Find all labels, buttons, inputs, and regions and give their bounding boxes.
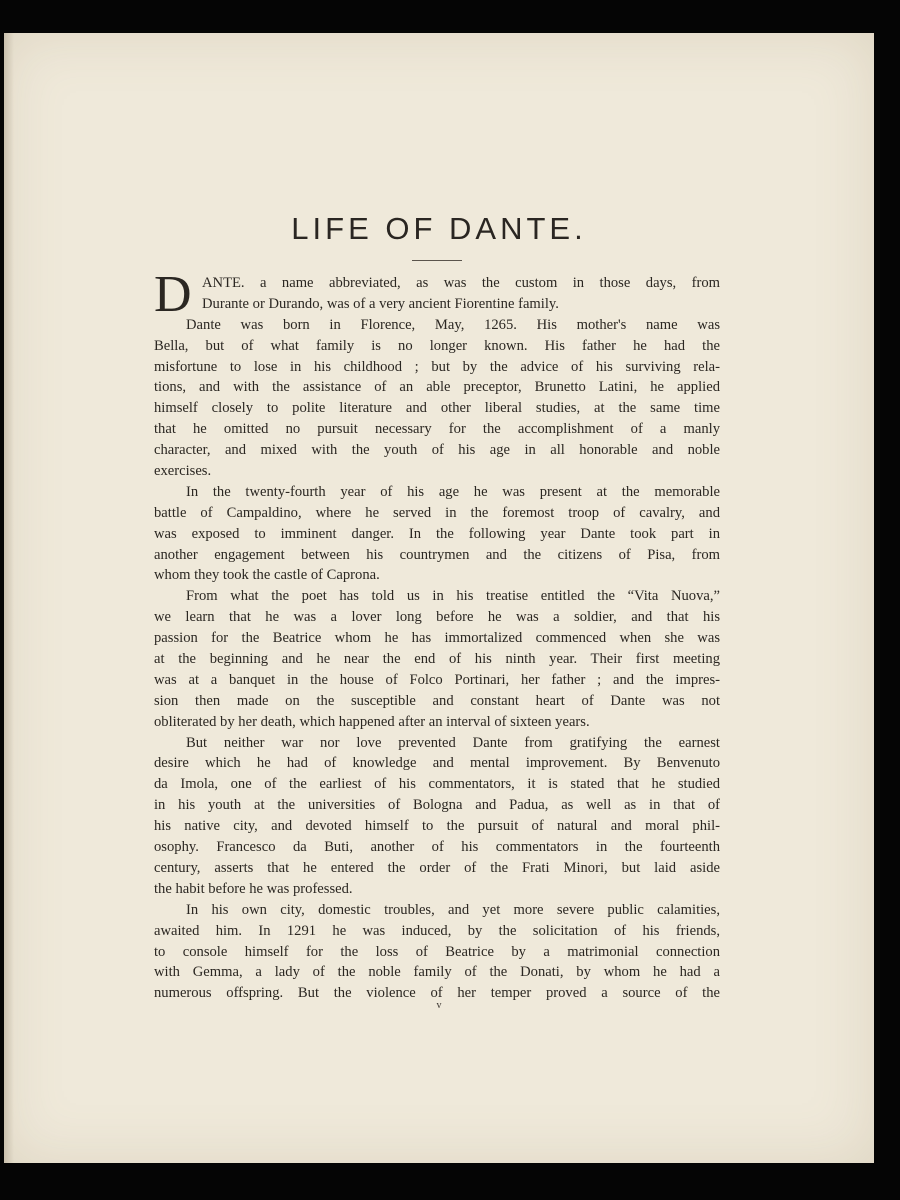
text-line: misfortune to lose in his childhood ; but by the advice of his surviving rela- bbox=[154, 358, 720, 375]
text-line: we learn that he was a lover long before he was a soldier, and that his bbox=[154, 609, 720, 626]
text-line: da Imola, one of the earliest of his commentators, it is stated that he studied bbox=[154, 776, 720, 793]
text-line: whom they took the castle of Caprona. bbox=[154, 567, 380, 584]
text-line: In his own city, domestic troubles, and yet more severe public calamities, bbox=[186, 901, 720, 918]
text-line: was at a banquet in the house of Folco Portinari, her father ; and the impres- bbox=[154, 671, 720, 688]
text-line: character, and mixed with the youth of his age in all honorable and noble bbox=[154, 442, 720, 459]
text-line: But neither war nor love prevented Dante from gratifying the earnest bbox=[186, 734, 720, 751]
text-line: in his youth at the universities of Bologna and Padua, as well as in that of bbox=[154, 797, 720, 814]
text-line: century, asserts that he entered the order of the Frati Minori, but laid aside bbox=[154, 859, 720, 876]
text-line: sion then made on the susceptible and constant heart of Dante was not bbox=[154, 692, 720, 709]
text-line: tions, and with the assistance of an able preceptor, Brunetto Latini, he applied bbox=[154, 379, 720, 396]
text-line: his native city, and devoted himself to the pursuit of natural and moral phil- bbox=[154, 818, 720, 835]
text-line: numerous offspring. But the violence of her temper proved a source of the bbox=[154, 985, 720, 1002]
text-line: passion for the Beatrice whom he has immortalized commenced when she was bbox=[154, 630, 720, 647]
page-gutter-shadow bbox=[4, 33, 14, 1163]
body-text bbox=[154, 266, 720, 1004]
text-line: Bella, but of what family is no longer known. His father he had the bbox=[154, 337, 720, 354]
book-page bbox=[4, 33, 874, 1163]
title-rule bbox=[412, 260, 462, 261]
text-line: In the twenty-fourth year of his age he was present at the memorable bbox=[186, 483, 720, 500]
text-line: From what the poet has told us in his treatise entitled the “Vita Nuova,” bbox=[186, 588, 720, 605]
page-title: LIFE OF DANTE. bbox=[291, 211, 587, 246]
text-line: to console himself for the loss of Beatrice by a matrimonial connection bbox=[154, 943, 720, 960]
text-line: Durante or Durando, was of a very ancient Fiorentine family. bbox=[202, 295, 559, 312]
text-line: another engagement between his countrymen and the citizens of Pisa, from bbox=[154, 546, 720, 563]
text-line: osophy. Francesco da Buti, another of his commentators in the fourteenth bbox=[154, 839, 720, 856]
text-line: the habit before he was professed. bbox=[154, 880, 353, 897]
text-line: battle of Campaldino, where he served in the foremost troop of cavalry, and bbox=[154, 504, 720, 521]
text-line: that he omitted no pursuit necessary for the accomplishment of a manly bbox=[154, 421, 720, 438]
text-line: ANTE. a name abbreviated, as was the custom in those days, from bbox=[202, 275, 720, 291]
text-line: exercises. bbox=[154, 463, 212, 480]
drop-cap: D bbox=[154, 266, 192, 323]
text-line: desire which he had of knowledge and mental improvement. By Benvenuto bbox=[154, 755, 720, 772]
page-number: v bbox=[436, 1000, 442, 1011]
text-line: obliterated by her death, which happened after an interval of sixteen years. bbox=[154, 713, 590, 730]
text-line: was exposed to imminent danger. In the following year Dante took part in bbox=[154, 525, 720, 542]
text-line: with Gemma, a lady of the noble family of the Donati, by whom he had a bbox=[154, 964, 720, 981]
text-line: Dante was born in Florence, May, 1265. His mother's name was bbox=[186, 316, 720, 333]
text-line: at the beginning and he near the end of his ninth year. Their first meeting bbox=[154, 651, 720, 668]
text-line: awaited him. In 1291 he was induced, by the solicitation of his friends, bbox=[154, 922, 720, 939]
text-line: himself closely to polite literature and other liberal studies, at the same time bbox=[154, 400, 720, 417]
